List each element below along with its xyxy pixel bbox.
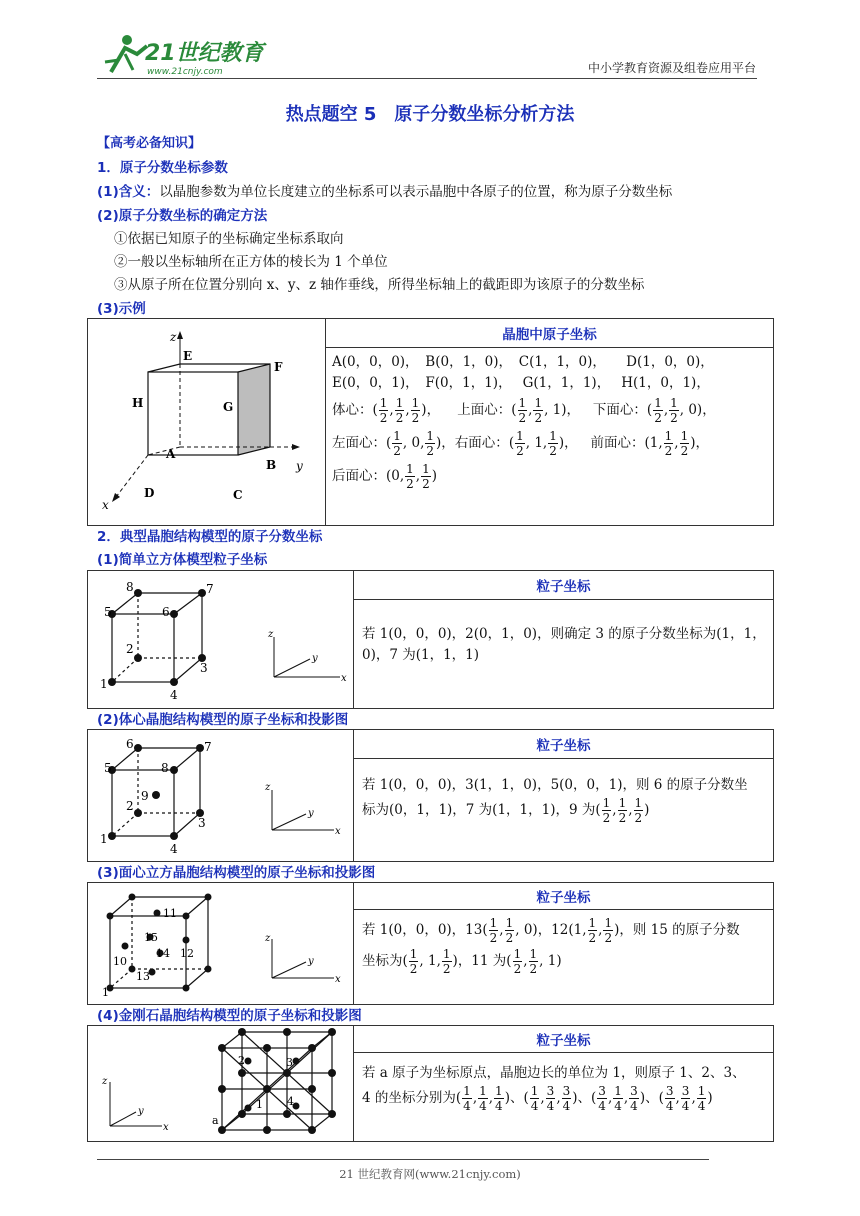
svg-text:15: 15 bbox=[144, 931, 158, 944]
svg-text:8: 8 bbox=[161, 761, 169, 775]
svg-text:x: x bbox=[163, 1122, 169, 1133]
svg-text:1: 1 bbox=[256, 1098, 263, 1111]
bcc-table bbox=[87, 729, 774, 862]
pt-D: D bbox=[144, 486, 155, 500]
svg-text:4: 4 bbox=[170, 688, 178, 702]
diamond-col-header: 粒子坐标 bbox=[354, 1026, 774, 1053]
svg-text:11: 11 bbox=[163, 907, 177, 920]
bcc-heading: (2)体心晶胞结构模型的原子坐标和投影图 bbox=[97, 712, 349, 728]
coords-row-3: 体心：( $\frac{1}{2}$ , $\frac{1}{2}$ , $\frac{1}{2}$ )， 上面心：( $\frac{1}{2}$ , $\frac{1}{2}$ , 1)， 下面心：( $\frac{1}{2}$ , $\frac{1}{2}$ , 0)， bbox=[332, 396, 716, 425]
logo-text: 21世纪教育 bbox=[145, 41, 264, 66]
pt-C: C bbox=[233, 488, 243, 502]
bcc-text-cell bbox=[354, 759, 774, 862]
svg-text:x: x bbox=[335, 974, 341, 985]
logo bbox=[97, 32, 267, 78]
fcc-text-2: 坐标为( $\frac{1}{2}$ , 1, $\frac{1}{2}$ )，11 为( $\frac{1}{2}$ , $\frac{1}{2}$ , 1) bbox=[362, 947, 562, 976]
svg-text:3: 3 bbox=[286, 1056, 293, 1069]
sc-text-1: 若 1(0，0，0)，2(0，1，0)，则确定 3 的原子分数坐标为(1，1， bbox=[362, 626, 766, 642]
svg-text:y: y bbox=[138, 1106, 144, 1117]
diamond-text-1: 若 a 原子为坐标原点，晶胞边长的单位为 1，则原子 1、2、3、 bbox=[362, 1065, 746, 1081]
cube-diagram bbox=[88, 319, 325, 521]
fcc-figure-cell bbox=[88, 883, 354, 1005]
coords-row-5: 后面心：(0, $\frac{1}{2}$ , $\frac{1}{2}$ ) bbox=[332, 462, 438, 491]
pt-A: A bbox=[166, 447, 176, 461]
axis-x: x bbox=[102, 498, 109, 512]
cube-figure-cell bbox=[88, 319, 326, 526]
svg-text:z: z bbox=[102, 1076, 108, 1087]
bcc-cube-diagram bbox=[88, 730, 353, 857]
method-heading: (2)原子分数坐标的确定方法 bbox=[97, 208, 268, 224]
bcc-text-2: 标为(0，1，1)，7 为(1，1，1)，9 为( $\frac{1}{2}$ , $\frac{1}{2}$ , $\frac{1}{2}$ ) bbox=[362, 796, 650, 825]
header-divider bbox=[97, 78, 757, 79]
svg-text:10: 10 bbox=[113, 955, 127, 968]
svg-text:y: y bbox=[308, 956, 314, 967]
sc-text-2: 0)，7 为(1，1，1) bbox=[362, 647, 480, 663]
coords-row-4: 左面心：( $\frac{1}{2}$ , 0, $\frac{1}{2}$ )，右面心：( $\frac{1}{2}$ , 1, $\frac{1}{2}$ )， 前面心：(1, $\frac{1}{2}$ , $\frac{1}{2}$ )， bbox=[332, 429, 709, 458]
s2-heading: 2．典型晶胞结构模型的原子分数坐标 bbox=[97, 529, 323, 545]
svg-text:2: 2 bbox=[126, 642, 134, 656]
fcc-heading: (3)面心立方晶胞结构模型的原子坐标和投影图 bbox=[97, 865, 376, 881]
svg-text:1: 1 bbox=[102, 986, 109, 999]
axis-y: y bbox=[296, 459, 303, 473]
pt-B: B bbox=[266, 458, 277, 472]
diamond-figure-cell bbox=[88, 1026, 354, 1142]
svg-text:z: z bbox=[268, 629, 274, 640]
sc-figure-cell bbox=[88, 571, 354, 709]
pt-E: E bbox=[183, 349, 193, 363]
svg-text:y: y bbox=[312, 653, 318, 664]
bcc-text-1: 若 1(0，0，0)，3(1，1，0)，5(0，0，1)，则 6 的原子分数坐 bbox=[362, 777, 748, 793]
definition bbox=[97, 180, 672, 200]
svg-text:z: z bbox=[265, 782, 271, 793]
svg-text:1: 1 bbox=[100, 832, 108, 846]
pt-H: H bbox=[132, 396, 144, 410]
def-label: (1)含义： bbox=[97, 184, 160, 200]
example-col-header: 晶胞中原子坐标 bbox=[326, 319, 774, 348]
svg-text:4: 4 bbox=[287, 1095, 294, 1108]
sc-heading: (1)简单立方体模型粒子坐标 bbox=[97, 552, 268, 568]
example-heading: (3)示例 bbox=[97, 301, 146, 317]
svg-text:8: 8 bbox=[126, 580, 134, 594]
diamond-text-2: 4 的坐标分别为( $\frac{1}{4}$ , $\frac{1}{4}$ , $\frac{1}{4}$ )、( $\frac{1}{4}$ , $\frac{3}{4}$ , $\frac{3}{4}$ )、( $\frac{3}{4}$ , $\frac{1}{4}$ , $\frac{3}{4}$ )、( $\frac{3}{4}$ , $\frac{3}{4}$ , $\frac{1}{4}$ ) bbox=[362, 1084, 713, 1113]
coords-row-1: A(0，0，0)， B(0，1，0)， C(1，1，0)， D(1，0，0)， bbox=[332, 354, 714, 370]
fcc-col-header: 粒子坐标 bbox=[354, 883, 774, 910]
step-2: ②一般以坐标轴所在正方体的棱长为 1 个单位 bbox=[114, 254, 388, 270]
diamond-table bbox=[87, 1025, 774, 1142]
footer-divider bbox=[97, 1159, 709, 1160]
sc-table bbox=[87, 570, 774, 709]
svg-text:6: 6 bbox=[162, 605, 170, 619]
logo-url: www.21cnjy.com bbox=[147, 67, 223, 77]
svg-text:7: 7 bbox=[204, 740, 212, 754]
diamond-text-cell bbox=[354, 1053, 774, 1142]
svg-text:z: z bbox=[265, 933, 271, 944]
svg-text:9: 9 bbox=[141, 789, 149, 803]
svg-text:6: 6 bbox=[126, 737, 134, 751]
example-coords bbox=[326, 348, 774, 526]
svg-text:2: 2 bbox=[126, 799, 134, 813]
coords-row-2: E(0，0，1)， F(0，1，1)， G(1，1，1)， H(1，0，1)， bbox=[332, 375, 710, 391]
platform-name: 中小学教育资源及组卷应用平台 bbox=[587, 61, 756, 75]
fcc-text-1: 若 1(0，0，0)，13( $\frac{1}{2}$ , $\frac{1}{2}$ , 0)，12(1, $\frac{1}{2}$ , $\frac{1}{2}$ )，则 15 的原子分数 bbox=[362, 916, 740, 945]
svg-text:y: y bbox=[308, 808, 314, 819]
fcc-table bbox=[87, 882, 774, 1005]
step-1: ①依据已知原子的坐标确定坐标系取向 bbox=[114, 231, 344, 247]
svg-text:5: 5 bbox=[104, 605, 112, 619]
sc-cube-diagram bbox=[88, 571, 353, 704]
bcc-figure-cell bbox=[88, 730, 354, 862]
def-text: 以晶胞参数为单位长度建立的坐标系可以表示晶胞中各原子的位置，称为原子分数坐标 bbox=[159, 184, 673, 200]
sc-col-header: 粒子坐标 bbox=[354, 571, 774, 600]
diamond-diagram bbox=[88, 1026, 353, 1137]
sc-text-cell bbox=[354, 600, 774, 709]
fcc-text-cell bbox=[354, 910, 774, 1005]
svg-text:x: x bbox=[335, 826, 341, 837]
svg-text:13: 13 bbox=[136, 970, 150, 983]
svg-text:a: a bbox=[212, 1114, 219, 1127]
svg-text:14: 14 bbox=[156, 947, 170, 960]
bcc-col-header: 粒子坐标 bbox=[354, 730, 774, 759]
dia-heading: (4)金刚石晶胞结构模型的原子坐标和投影图 bbox=[97, 1008, 362, 1024]
svg-text:4: 4 bbox=[170, 842, 178, 856]
section-tag: 【高考必备知识】 bbox=[97, 136, 202, 151]
fcc-cube-diagram bbox=[88, 883, 353, 1000]
s1-heading: 1．原子分数坐标参数 bbox=[97, 160, 228, 176]
svg-text:7: 7 bbox=[206, 582, 214, 596]
step-3: ③从原子所在位置分别向 x、y、z 轴作垂线，所得坐标轴上的截距即为该原子的分数坐标 bbox=[114, 277, 645, 293]
svg-text:5: 5 bbox=[104, 761, 112, 775]
svg-text:3: 3 bbox=[200, 661, 208, 675]
svg-text:2: 2 bbox=[238, 1054, 245, 1067]
page-title: 热点题空 5 原子分数坐标分析方法 bbox=[285, 104, 575, 125]
pt-F: F bbox=[274, 360, 283, 374]
svg-text:3: 3 bbox=[198, 816, 206, 830]
svg-text:x: x bbox=[341, 673, 347, 684]
svg-text:12: 12 bbox=[180, 947, 194, 960]
example-table bbox=[87, 318, 774, 526]
footer: 21 世纪教育网(www.21cnjy.com) bbox=[339, 1167, 521, 1181]
pt-G: G bbox=[223, 400, 234, 414]
axis-z: z bbox=[170, 330, 177, 344]
svg-text:1: 1 bbox=[100, 677, 108, 691]
